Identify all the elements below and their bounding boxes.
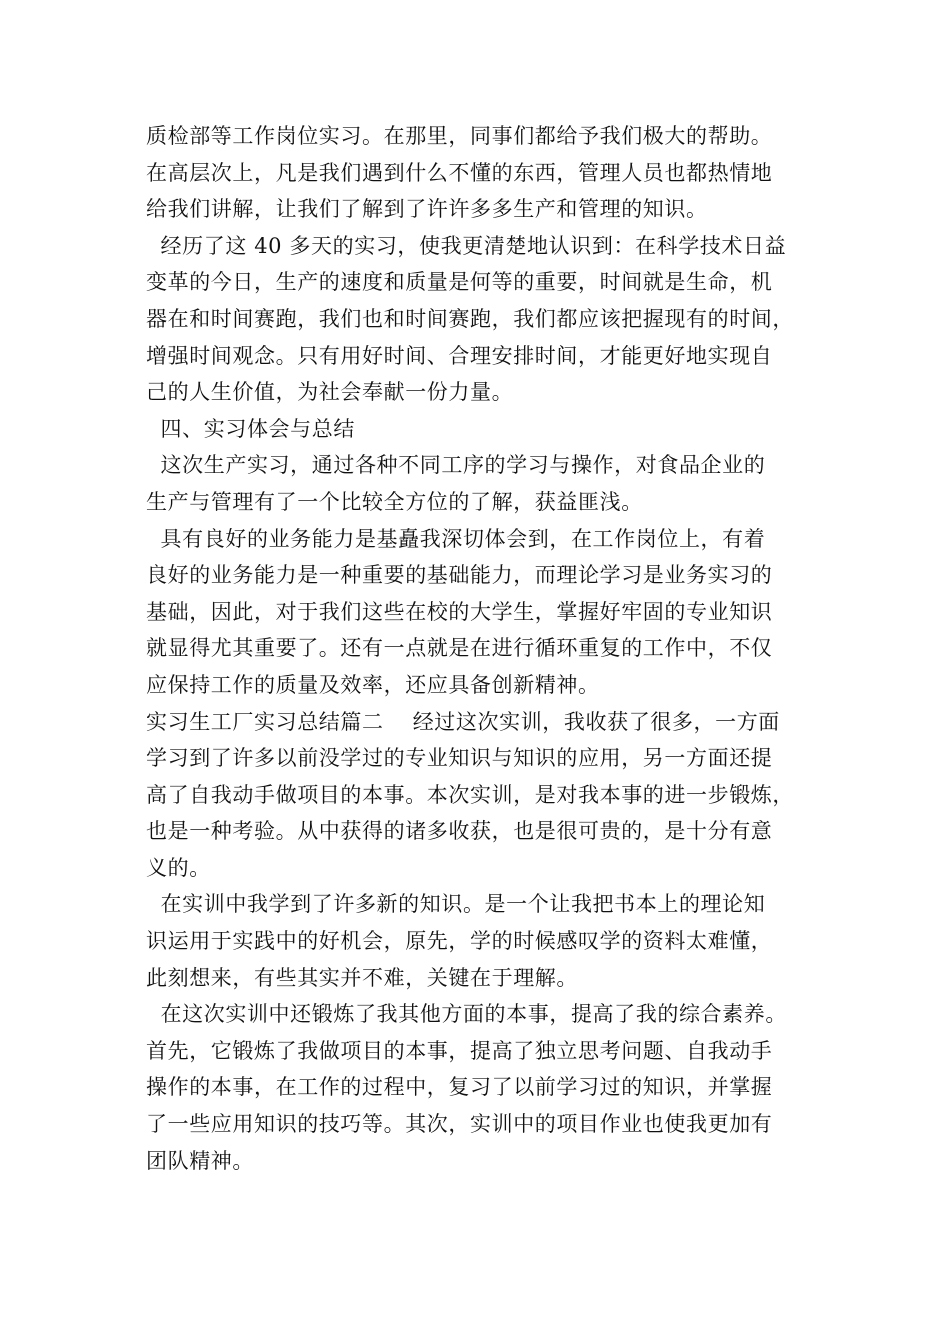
text-line: 了一些应用知识的技巧等。其次，实训中的项目作业也使我更加有: [146, 1112, 773, 1137]
text-line: 实习生工厂实习总结篇二 经过这次实训，我收获了很多，一方面: [146, 709, 780, 734]
text-line: 团队精神。: [146, 1148, 254, 1173]
text-line: 给我们讲解，让我们了解到了许许多多生产和管理的知识。: [146, 197, 708, 222]
text-line: 义的。: [146, 855, 211, 880]
text-line: 具有良好的业务能力是基矗我深切体会到，在工作岗位上，有着: [146, 526, 766, 551]
text-line: 首先，它锻炼了我做项目的本事，提高了独立思考问题、自我动手: [146, 1038, 773, 1063]
text-line: 经历了这 40 多天的实习，使我更清楚地认识到：在科学技术日益: [146, 233, 787, 258]
text-line: 高了自我动手做项目的本事。本次实训，是对我本事的进一步锻炼，: [146, 782, 794, 807]
document-body: [146, 118, 836, 1179]
text-line: 应保持工作的质量及效率，还应具备创新精神。: [146, 672, 600, 697]
text-line: 在实训中我学到了许多新的知识。是一个让我把书本上的理论知: [146, 892, 766, 917]
text-line: 也是一种考验。从中获得的诸多收获，也是很可贵的，是十分有意: [146, 819, 773, 844]
text-line: 识运用于实践中的好机会，原先，学的时候感叹学的资料太难懂，: [146, 929, 773, 954]
text-line: 良好的业务能力是一种重要的基础能力，而理论学习是业务实习的: [146, 563, 773, 588]
text-line: 基础，因此，对于我们这些在校的大学生，掌握好牢固的专业知识: [146, 599, 773, 624]
section-heading: 四、实习体会与总结: [146, 416, 355, 441]
text-line: 操作的本事，在工作的过程中，复习了以前学习过的知识，并掌握: [146, 1075, 773, 1100]
text-line: 在这次实训中还锻炼了我其他方面的本事，提高了我的综合素养。: [146, 1002, 787, 1027]
text-line: 这次生产实习，通过各种不同工序的学习与操作，对食品企业的: [146, 453, 766, 478]
text-line: 器在和时间赛跑，我们也和时间赛跑，我们都应该把握现有的时间，: [146, 306, 794, 331]
text-line: 变革的今日，生产的速度和质量是何等的重要，时间就是生命，机: [146, 270, 773, 295]
text-line: 质检部等工作岗位实习。在那里，同事们都给予我们极大的帮助。: [146, 124, 773, 148]
text-line: 己的人生价值，为社会奉献一份力量。: [146, 380, 514, 405]
text-line: 学习到了许多以前没学过的专业知识与知识的应用，另一方面还提: [146, 746, 773, 771]
text-line: 增强时间观念。只有用好时间、合理安排时间，才能更好地实现自: [146, 343, 773, 368]
text-line: 此刻想来，有些其实并不难，关键在于理解。: [146, 965, 578, 990]
text-line: 生产与管理有了一个比较全方位的了解，获益匪浅。: [146, 489, 643, 514]
text-line: 在高层次上，凡是我们遇到什么不懂的东西，管理人员也都热情地: [146, 160, 773, 185]
text-line: 就显得尤其重要了。还有一点就是在进行循环重复的工作中，不仅: [146, 636, 773, 661]
